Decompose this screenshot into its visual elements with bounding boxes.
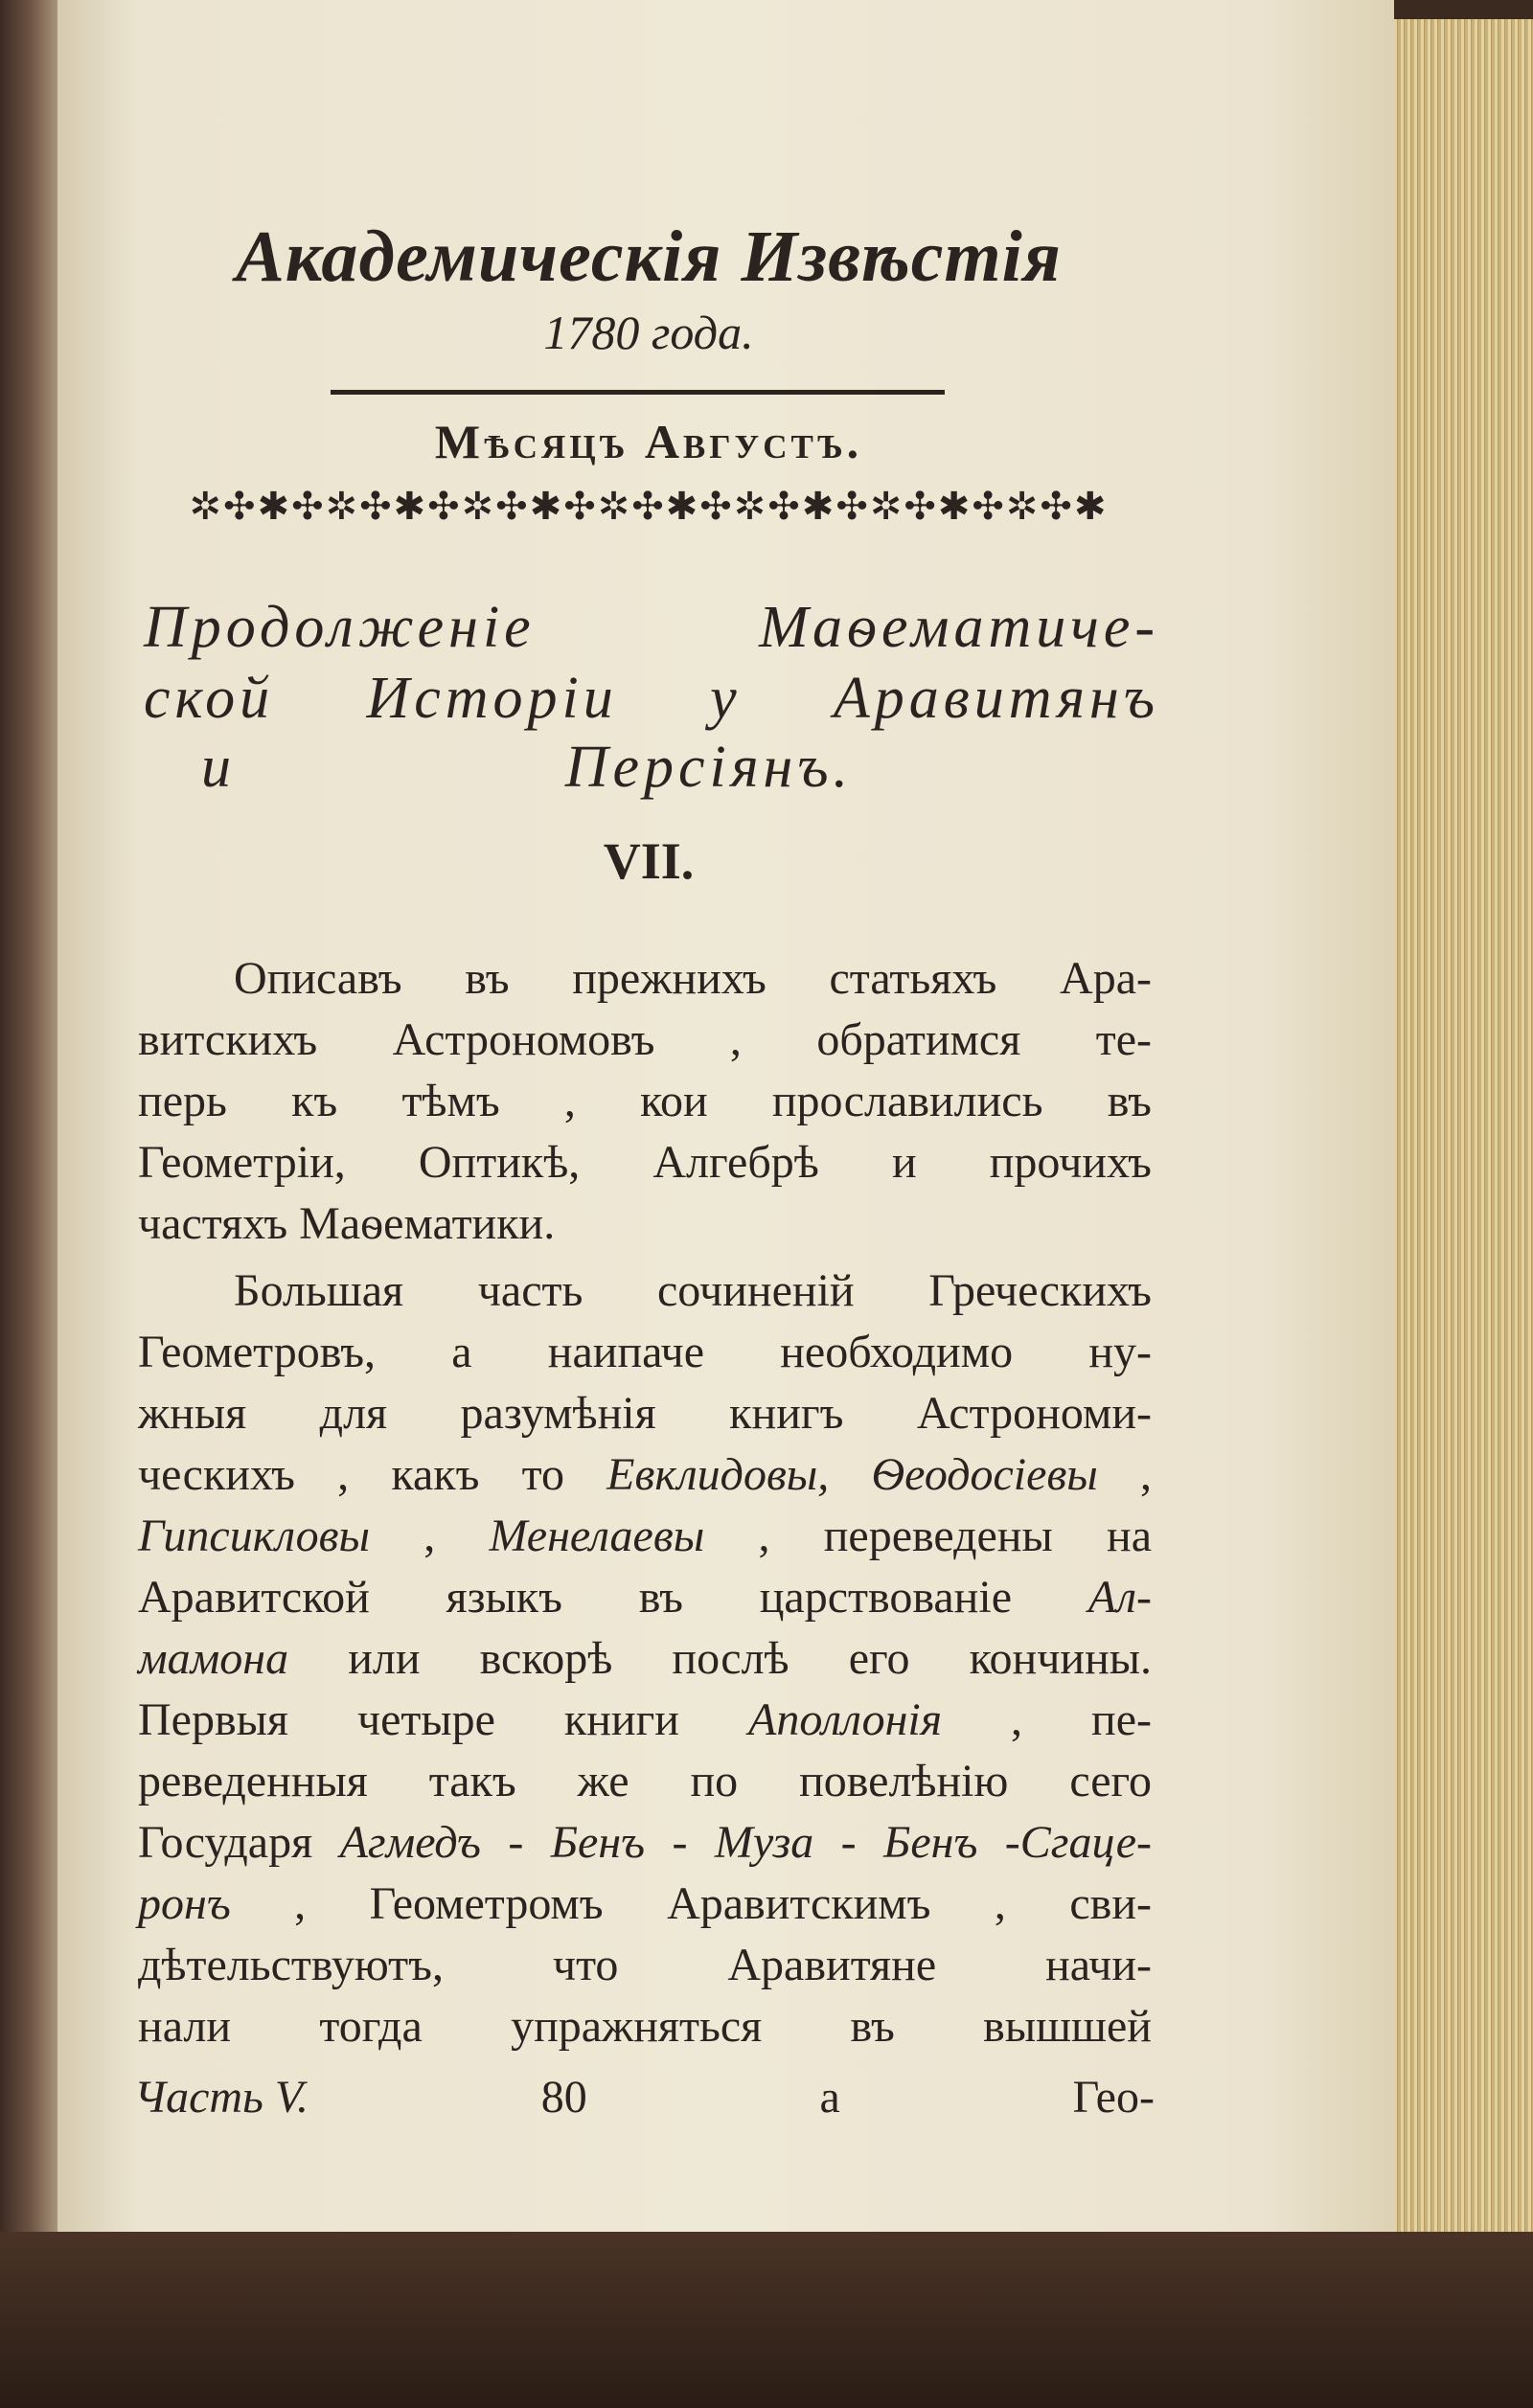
text-line [138, 1071, 1152, 1132]
italic-name: ронъ [138, 1878, 231, 1929]
text-line [138, 1751, 1152, 1812]
text-segment: дѣтельствуютъ, что Аравитяне начи- [138, 1940, 1152, 1990]
text-segment: реведенныя такъ же по повелѣнію сего [138, 1756, 1152, 1806]
text-segment: частяхъ Маѳематики. [138, 1198, 556, 1249]
text-segment: Государя [138, 1817, 340, 1868]
text-line [138, 1812, 1152, 1874]
italic-name: Агмедъ - Бенъ - Муза - Бенъ -Сгаце- [339, 1817, 1152, 1868]
article-heading-line: и Персіянъ. [201, 735, 853, 800]
text-line [138, 1567, 1152, 1628]
title-rule [331, 390, 945, 395]
text-segment: Первыя четыре книги [138, 1694, 748, 1745]
text-segment: Большая часть сочиненій Греческихъ [234, 1265, 1152, 1316]
text-segment: витскихъ Астрономовъ , обратимся те- [138, 1014, 1152, 1065]
text-line [138, 1935, 1152, 1996]
book-bottom-edge [0, 2232, 1533, 2408]
text-segment: Аравитской языкъ въ царствованіе [138, 1572, 1088, 1623]
text-segment: ческихъ , какъ то [138, 1449, 607, 1500]
article-heading-line: Продолженіе Маѳематиче- [144, 595, 1159, 660]
text-line [138, 1444, 1152, 1506]
article-body [138, 948, 1152, 2057]
journal-year: 1780 года. [543, 306, 754, 359]
italic-name: Гипсикловы [138, 1511, 370, 1561]
text-line [138, 1506, 1152, 1567]
italic-name: Аполлонія [748, 1694, 943, 1745]
section-number: VII. [603, 832, 695, 890]
journal-title: Академическія Извѣстія [236, 216, 1062, 297]
italic-name: Евклидовы, Ѳеодосіевы [606, 1449, 1098, 1500]
text-segment: жныя для разумѣнія книгъ Астрономи- [138, 1388, 1152, 1439]
italic-name: Менелаевы [489, 1511, 705, 1561]
text-line [138, 1193, 1152, 1255]
text-segment: , переведены на [704, 1511, 1152, 1561]
text-segment: , пе- [942, 1694, 1152, 1745]
text-line [138, 1628, 1152, 1690]
text-segment: Описавъ въ прежнихъ статьяхъ Ара- [234, 953, 1152, 1004]
text-line [138, 948, 1152, 1010]
text-segment: нали тогда упражняться въ вышшей [138, 2001, 1152, 2052]
text-line [138, 1010, 1152, 1071]
article-heading-line: ской Исторіи у Аравитянъ [144, 666, 1159, 731]
text-segment: или вскорѣ послѣ его кончины. [288, 1633, 1152, 1684]
italic-name: мамона [138, 1633, 289, 1684]
page-footer [134, 2071, 1155, 2124]
text-line [138, 1874, 1152, 1935]
text-segment: Геометріи, Оптикѣ, Алгебрѣ и прочихъ [138, 1137, 1152, 1188]
text-segment: перь къ тѣмъ , кои прославились въ [138, 1076, 1152, 1126]
text-line [138, 1132, 1152, 1193]
catchword: Гео- [1072, 2072, 1155, 2123]
signature-mark: a [819, 2072, 840, 2123]
text-line [138, 1996, 1152, 2057]
text-segment: Геометровъ, а наипаче необходимо ну- [138, 1327, 1152, 1377]
text-line [138, 1322, 1152, 1383]
page-edges [1384, 19, 1533, 2251]
page-number: 80 [540, 2072, 587, 2123]
text-line [138, 1383, 1152, 1444]
text-line [138, 1261, 1152, 1322]
ornament-divider: ✲✣✱✣✲✣✱✣✲✣✱✣✲✣✱✣✲✣✱✣✲✣✱✣✲✣✱ [189, 485, 1109, 528]
text-segment: , Геометромъ Аравитскимъ , сви- [230, 1878, 1152, 1929]
text-segment: , [369, 1511, 490, 1561]
text-segment: , [1097, 1449, 1152, 1500]
text-line [138, 1690, 1152, 1751]
italic-name: Ал- [1087, 1572, 1152, 1623]
volume-part: Часть V. [134, 2072, 309, 2123]
month-heading: Мѣсяцъ Августъ. [434, 415, 863, 468]
